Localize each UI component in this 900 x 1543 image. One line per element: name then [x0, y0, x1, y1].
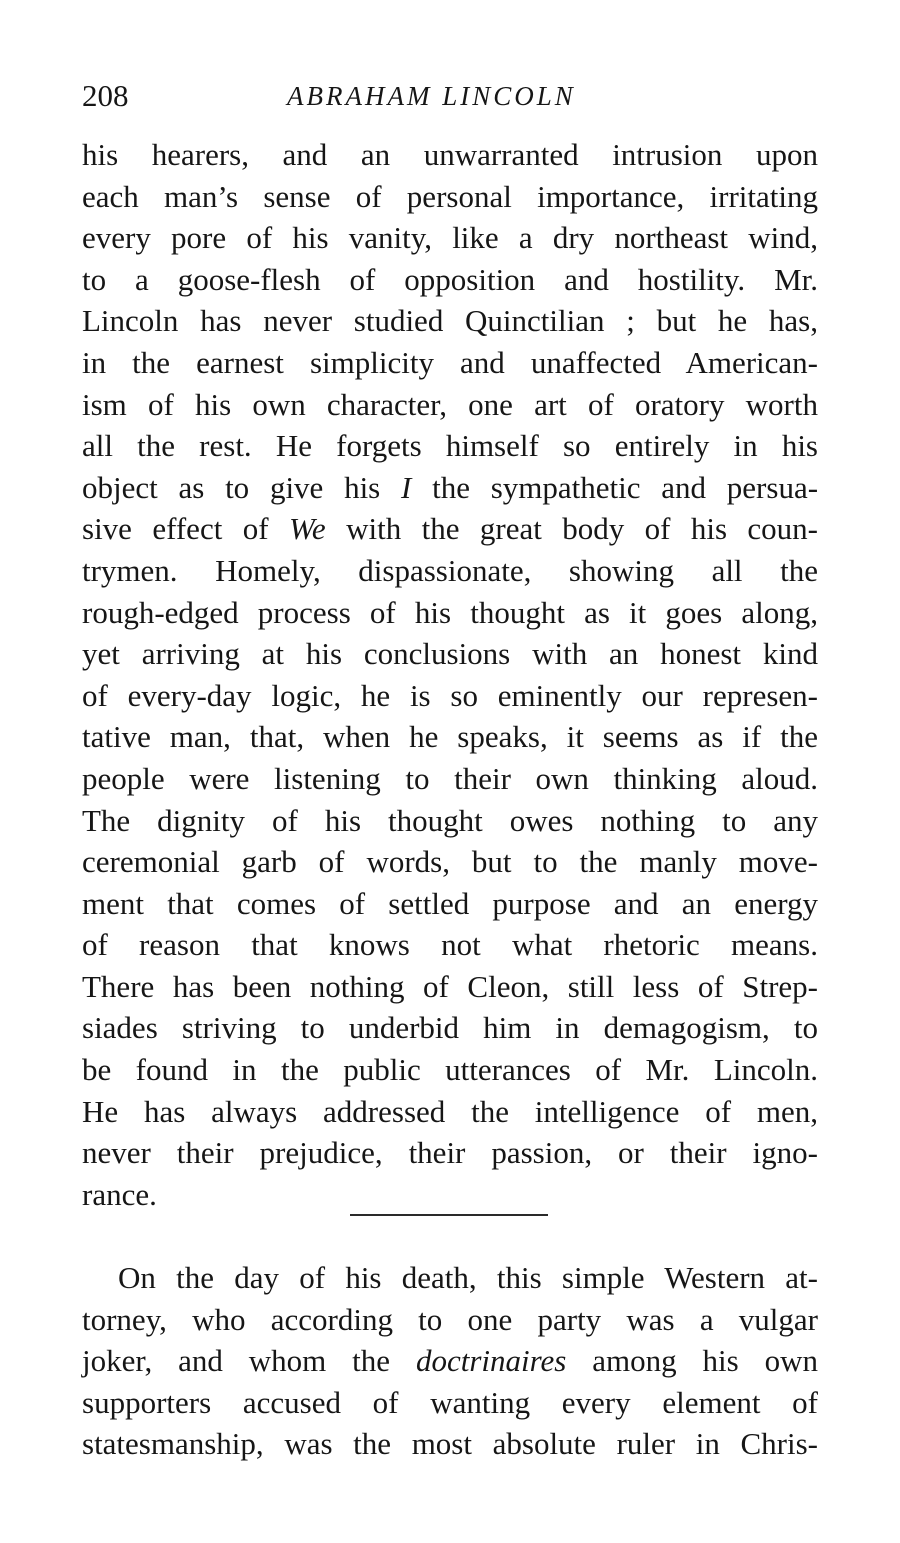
text-segment: the sympathetic and persua-: [432, 469, 819, 505]
paragraph-2: [82, 1257, 818, 1465]
section-separator: [350, 1214, 548, 1216]
text-line: people were listening to their own thinking aloud.: [82, 760, 818, 796]
running-head: [82, 74, 822, 118]
text-segment: among his own: [592, 1343, 819, 1379]
text-line: He has always addressed the intelligence of men,: [82, 1093, 818, 1129]
text-line: ment that comes of settled purpose and an energy: [82, 885, 818, 921]
text-line: torney, who according to one party was a vulgar: [82, 1301, 818, 1337]
text-line: ism of his own character, one art of oratory worth: [82, 386, 818, 422]
text-line: The dignity of his thought owes nothing to any: [82, 802, 818, 838]
text-line: of every-day logic, he is so eminently our represen-: [82, 677, 818, 713]
italic-word: doctrinaires: [415, 1343, 567, 1379]
text-line: [82, 508, 818, 550]
text-segment: sive effect of: [82, 511, 269, 547]
text-line: [82, 467, 818, 509]
text-line: On the day of his death, this simple Western at-: [118, 1260, 818, 1295]
running-title: ABRAHAM LINCOLN: [287, 81, 576, 111]
text-line: be found in the public utterances of Mr. Lincoln.: [82, 1052, 818, 1088]
text-line: siades striving to underbid him in demagogism, to: [82, 1010, 818, 1046]
text-line: each man’s sense of personal importance, irritating: [82, 178, 818, 214]
italic-word: I: [401, 469, 412, 505]
text-line: Lincoln has never studied Quinctilian ; but he has,: [82, 303, 818, 339]
text-line: of reason that knows not what rhetoric means.: [82, 927, 818, 963]
text-line: There has been nothing of Cleon, still less of Strep-: [82, 968, 818, 1004]
text-line: to a goose-flesh of opposition and hostility. Mr.: [82, 261, 818, 297]
text-line: rough-edged process of his thought as it goes along,: [82, 594, 818, 630]
paragraph-1: [82, 134, 818, 1215]
page-number: 208: [82, 78, 129, 113]
text-segment: joker, and whom the: [82, 1343, 391, 1379]
text-line: ceremonial garb of words, but to the manly move-: [82, 844, 818, 880]
text-segment: with the great body of his coun-: [346, 511, 818, 547]
text-segment: object as to give his: [82, 469, 381, 505]
text-line: in the earnest simplicity and unaffected American-: [82, 344, 818, 380]
text-line: tative man, that, when he speaks, it seems as if the: [82, 719, 818, 755]
text-line: all the rest. He forgets himself so entirely in his: [82, 428, 818, 464]
text-line: statesmanship, was the most absolute ruler in Chris-: [82, 1426, 818, 1462]
text-line: his hearers, and an unwarranted intrusion upon: [82, 137, 818, 172]
text-line: trymen. Homely, dispassionate, showing all the: [82, 552, 818, 588]
text-line: never their prejudice, their passion, or their igno-: [82, 1135, 818, 1171]
text-line: every pore of his vanity, like a dry northeast wind,: [82, 220, 818, 256]
text-line: rance.: [82, 1176, 157, 1212]
text-line: [82, 1340, 818, 1382]
text-line: supporters accused of wanting every element of: [82, 1384, 818, 1420]
italic-word: We: [288, 511, 326, 547]
text-line: yet arriving at his conclusions with an honest kind: [82, 636, 818, 672]
